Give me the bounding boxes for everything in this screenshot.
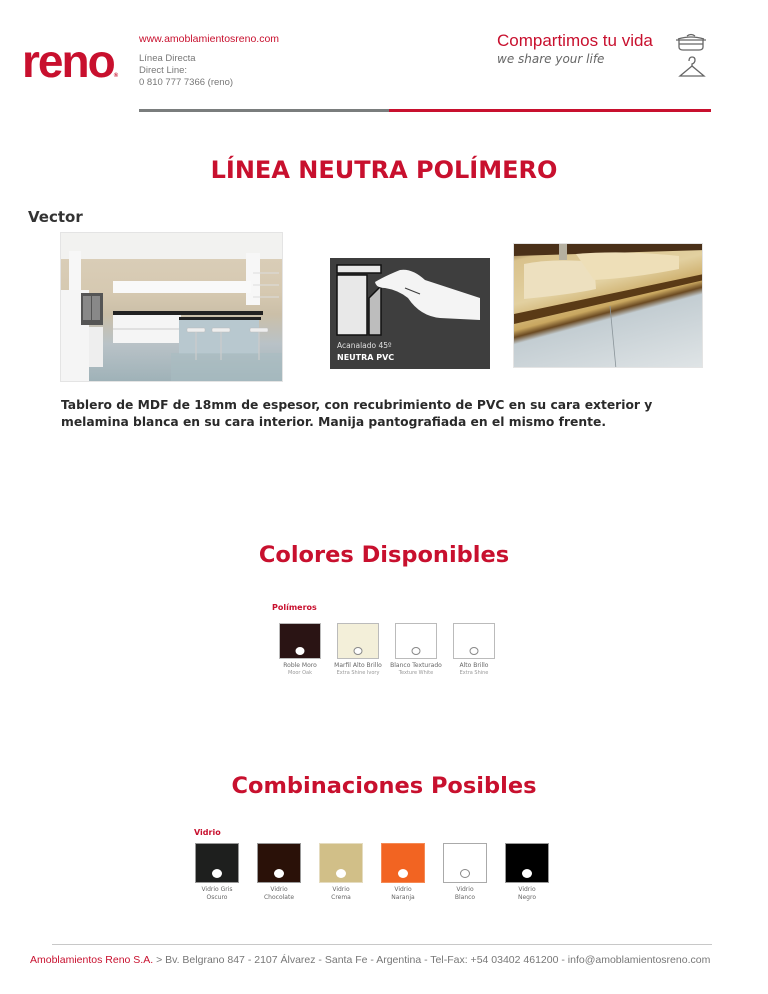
- combinaciones-posibles-heading: Combinaciones Posibles: [231, 773, 537, 799]
- swatch-sub: Negro: [518, 894, 536, 901]
- swatch-vidrio-blanco[interactable]: [434, 843, 496, 902]
- product-description: Tablero de MDF de 18mm de espesor, con recubrimiento de PVC en su cara exterior y melamina blanca en su cara interior. Manija pantografiada en el mismo frente.: [61, 398, 653, 429]
- dot-icon: [296, 647, 305, 655]
- polymer-swatches: [271, 623, 503, 677]
- swatch-vidrio-chocolate[interactable]: [248, 843, 310, 902]
- tagline-en: we share your life: [497, 52, 605, 66]
- dot-icon: [212, 869, 222, 878]
- dot-icon: [522, 869, 532, 878]
- swatch-name: Blanco Texturado: [390, 662, 442, 669]
- pictogram-line2: NEUTRA PVC: [337, 353, 395, 362]
- dot-icon: [274, 869, 284, 878]
- swatch-roble-moro[interactable]: [271, 623, 329, 677]
- footer-details: > Bv. Belgrano 847 - 2107 Álvarez - Santa Fe - Argentina - Tel-Fax: +54 03402 461200 - info@amoblamientosreno.com: [153, 954, 711, 966]
- swatch-name: Vidrio: [270, 886, 288, 893]
- swatch-sub: Oscuro: [206, 894, 228, 901]
- header-divider: [139, 109, 711, 112]
- swatch-vidrio-gris-oscuro[interactable]: [186, 843, 248, 902]
- swatch-name: Vidrio: [394, 886, 412, 893]
- swatch-name: Alto Brillo: [459, 662, 489, 669]
- swatch-blanco-texturado[interactable]: [387, 623, 445, 677]
- swatch-sub: Extra Shine Ivory: [336, 670, 380, 676]
- kitchen-photo: [60, 232, 283, 382]
- swatch-sub: Texture White: [398, 670, 434, 676]
- color-chip: [257, 843, 301, 883]
- dot-icon: [398, 869, 408, 878]
- swatch-name: Vidrio: [332, 886, 350, 893]
- divider-gray-segment: [139, 109, 389, 112]
- swatch-name: Vidrio: [518, 886, 536, 893]
- swatch-vidrio-negro[interactable]: [496, 843, 558, 902]
- logo-text: reno: [22, 35, 114, 87]
- reno-logo: [22, 35, 119, 99]
- swatch-name: Roble Moro: [283, 662, 317, 669]
- registered-mark: ®: [113, 73, 119, 79]
- dot-icon: [354, 647, 363, 655]
- divider-red-segment: [389, 109, 711, 112]
- swatch-sub: Crema: [331, 894, 351, 901]
- footer-company: Amoblamientos Reno S.A.: [30, 954, 154, 966]
- swatch-alto-brillo[interactable]: [445, 623, 503, 677]
- swatch-vidrio-naranja[interactable]: [372, 843, 434, 902]
- swatch-vidrio-crema[interactable]: [310, 843, 372, 902]
- swatch-sub: Moor Oak: [288, 670, 312, 676]
- footer: [30, 954, 710, 966]
- clothes-hanger-icon: [678, 56, 706, 80]
- handle-pictogram: [330, 258, 490, 369]
- color-chip: [337, 623, 379, 659]
- vidrio-label: Vidrio: [194, 828, 221, 837]
- swatch-marfil-alto-brillo[interactable]: [329, 623, 387, 677]
- tagline-es: Compartimos tu vida: [497, 31, 653, 50]
- countertop-detail-photo: [513, 243, 703, 368]
- pictogram-line1: Acanalado 45º: [337, 341, 392, 350]
- color-chip: [505, 843, 549, 883]
- color-chip: [381, 843, 425, 883]
- colores-disponibles-heading: Colores Disponibles: [258, 542, 510, 568]
- direct-line-phone: 0 810 777 7366 (reno): [139, 77, 234, 88]
- casserole-pot-icon: [675, 32, 707, 52]
- swatch-name: Marfil Alto Brillo: [334, 662, 382, 669]
- color-chip: [443, 843, 487, 883]
- dot-icon: [460, 869, 470, 878]
- swatch-sub: Naranja: [391, 894, 415, 901]
- direct-line-label-en: Direct Line:: [139, 65, 188, 76]
- swatch-sub: Blanco: [454, 894, 476, 901]
- color-chip: [195, 843, 239, 883]
- page-title: LÍNEA NEUTRA POLÍMERO: [210, 156, 558, 184]
- swatch-sub: Chocolate: [263, 894, 295, 901]
- swatch-name: Vidrio: [456, 886, 474, 893]
- color-chip: [279, 623, 321, 659]
- direct-line-label-es: Línea Directa: [139, 53, 196, 64]
- color-chip: [395, 623, 437, 659]
- swatch-name: Vidrio Gris: [201, 886, 233, 893]
- color-chip: [319, 843, 363, 883]
- polimeros-label: Polímeros: [272, 603, 317, 612]
- dot-icon: [336, 869, 346, 878]
- color-chip: [453, 623, 495, 659]
- website-link[interactable]: www.amoblamientosreno.com: [139, 33, 280, 45]
- countertop-illustration: [514, 244, 703, 368]
- footer-divider: [52, 944, 712, 945]
- swatch-sub: Extra Shine: [459, 670, 489, 676]
- model-name: Vector: [28, 208, 83, 226]
- kitchen-illustration: [61, 233, 283, 382]
- contact-block: [139, 53, 233, 89]
- dot-icon: [412, 647, 421, 655]
- glass-swatches: [186, 843, 558, 902]
- dot-icon: [470, 647, 479, 655]
